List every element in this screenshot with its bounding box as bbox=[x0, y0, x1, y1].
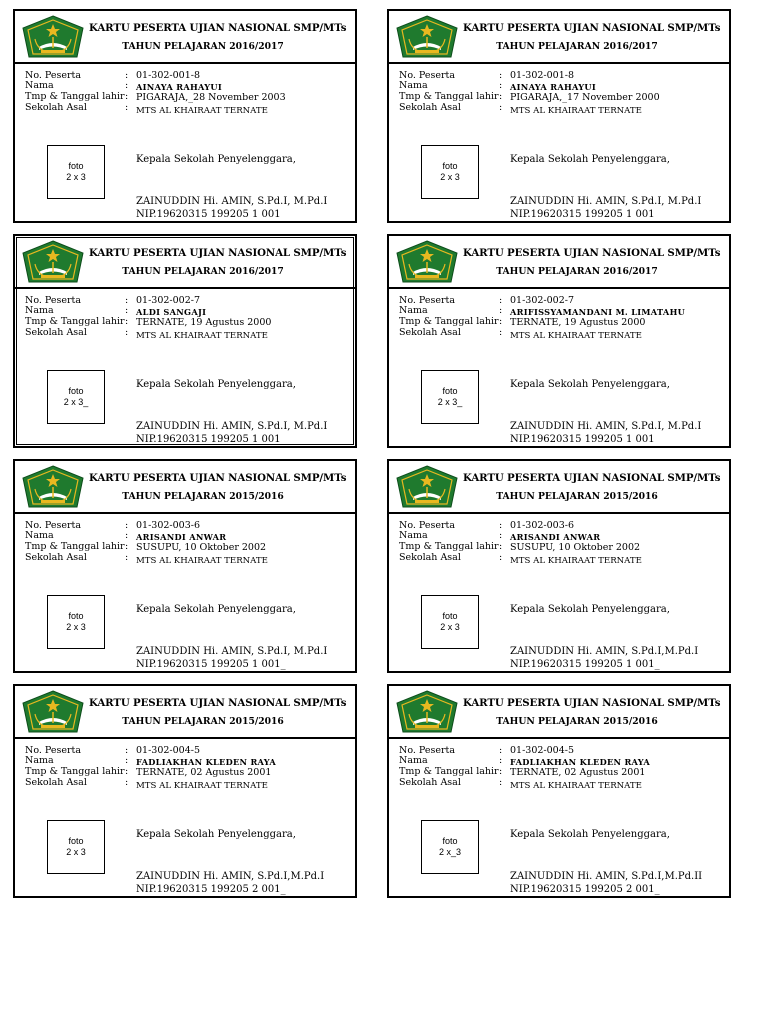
kemenag-logo-icon bbox=[21, 465, 85, 509]
label-sekolah: Sekolah Asal bbox=[25, 777, 87, 788]
value-nama: ALDI SANGAJI bbox=[136, 307, 207, 317]
value-no-peserta: 01-302-001-8 bbox=[510, 70, 575, 81]
kemenag-logo-icon bbox=[395, 690, 459, 734]
headmaster-nip: NIP.19620315 199205 1 001 bbox=[510, 209, 655, 220]
label-sekolah: Sekolah Asal bbox=[25, 327, 87, 338]
colon: : bbox=[125, 552, 129, 563]
kemenag-logo-icon bbox=[21, 240, 85, 284]
kemenag-logo-icon bbox=[395, 465, 459, 509]
headmaster-caption: Kepala Sekolah Penyelenggara, bbox=[136, 604, 296, 615]
header-divider bbox=[389, 737, 729, 739]
headmaster-name: ZAINUDDIN Hi. AMIN, S.Pd.I, M.Pd.I bbox=[136, 421, 328, 432]
value-no-peserta: 01-302-002-7 bbox=[510, 295, 575, 306]
headmaster-caption: Kepala Sekolah Penyelenggara, bbox=[136, 379, 296, 390]
exam-card bbox=[387, 459, 731, 673]
value-nama: ARISANDI ANWAR bbox=[136, 532, 227, 542]
colon: : bbox=[499, 766, 503, 777]
label-ttl: Tmp & Tanggal lahir bbox=[25, 541, 125, 552]
colon: : bbox=[125, 70, 129, 81]
header-divider bbox=[15, 62, 355, 64]
colon: : bbox=[499, 305, 503, 316]
colon: : bbox=[125, 541, 129, 552]
photo-box bbox=[421, 820, 479, 874]
value-no-peserta: 01-302-003-6 bbox=[136, 520, 201, 531]
value-ttl: TERNATE, 02 Agustus 2001 bbox=[510, 767, 646, 778]
label-nama: Nama bbox=[399, 305, 428, 316]
label-no-peserta: No. Peserta bbox=[25, 295, 82, 306]
colon: : bbox=[499, 552, 503, 563]
photo-box bbox=[421, 595, 479, 649]
kemenag-logo-icon bbox=[395, 15, 459, 59]
colon: : bbox=[125, 295, 129, 306]
colon: : bbox=[125, 327, 129, 338]
academic-year: TAHUN PELAJARAN 2015/2016 bbox=[496, 716, 658, 727]
label-no-peserta: No. Peserta bbox=[25, 745, 82, 756]
academic-year: TAHUN PELAJARAN 2015/2016 bbox=[122, 716, 284, 727]
header-divider bbox=[15, 737, 355, 739]
colon: : bbox=[499, 755, 503, 766]
colon: : bbox=[125, 777, 129, 788]
photo-label: foto bbox=[68, 386, 84, 396]
value-ttl: TERNATE, 19 Agustus 2000 bbox=[510, 317, 646, 328]
photo-label: foto bbox=[68, 611, 84, 621]
photo-size: 2 x 3_ bbox=[63, 397, 89, 407]
label-ttl: Tmp & Tanggal lahir bbox=[399, 91, 499, 102]
card-title: KARTU PESERTA UJIAN NASIONAL SMP/MTs bbox=[89, 247, 347, 259]
exam-card bbox=[387, 9, 731, 223]
exam-card bbox=[13, 684, 357, 898]
photo-box bbox=[421, 370, 479, 424]
colon: : bbox=[499, 102, 503, 113]
photo-label: foto bbox=[442, 611, 458, 621]
colon: : bbox=[125, 520, 129, 531]
exam-card bbox=[13, 234, 357, 448]
label-sekolah: Sekolah Asal bbox=[399, 102, 461, 113]
headmaster-caption: Kepala Sekolah Penyelenggara, bbox=[136, 154, 296, 165]
headmaster-nip: NIP.19620315 199205 2 001_ bbox=[510, 884, 660, 895]
headmaster-caption: Kepala Sekolah Penyelenggara, bbox=[510, 154, 670, 165]
photo-size: 2 x_3 bbox=[438, 847, 462, 857]
academic-year: TAHUN PELAJARAN 2015/2016 bbox=[122, 491, 284, 502]
headmaster-caption: Kepala Sekolah Penyelenggara, bbox=[510, 829, 670, 840]
header-divider bbox=[389, 62, 729, 64]
label-nama: Nama bbox=[25, 530, 54, 541]
photo-size: 2 x 3 bbox=[66, 172, 86, 182]
label-sekolah: Sekolah Asal bbox=[399, 327, 461, 338]
value-ttl: PIGARAJA,_17 November 2000 bbox=[510, 92, 660, 103]
headmaster-name: ZAINUDDIN Hi. AMIN, S.Pd.I, M.Pd.I bbox=[510, 421, 702, 432]
value-nama: FADLIAKHAN KLEDEN RAYA bbox=[136, 757, 277, 767]
header-divider bbox=[15, 512, 355, 514]
photo-label: foto bbox=[442, 161, 458, 171]
photo-label: foto bbox=[68, 161, 84, 171]
value-no-peserta: 01-302-004-5 bbox=[136, 745, 201, 756]
card-title: KARTU PESERTA UJIAN NASIONAL SMP/MTs bbox=[89, 472, 347, 484]
value-no-peserta: 01-302-001-8 bbox=[136, 70, 201, 81]
headmaster-name: ZAINUDDIN Hi. AMIN, S.Pd.I, M.Pd.I bbox=[510, 196, 702, 207]
value-nama: FADLIAKHAN KLEDEN RAYA bbox=[510, 757, 651, 767]
label-nama: Nama bbox=[25, 755, 54, 766]
photo-size: 2 x 3 bbox=[66, 622, 86, 632]
value-sekolah: MTS AL KHAIRAAT TERNATE bbox=[136, 331, 268, 341]
academic-year: TAHUN PELAJARAN 2016/2017 bbox=[496, 266, 658, 277]
label-sekolah: Sekolah Asal bbox=[399, 777, 461, 788]
value-ttl: SUSUPU, 10 Oktober 2002 bbox=[510, 542, 641, 553]
headmaster-name: ZAINUDDIN Hi. AMIN, S.Pd.I, M.Pd.I bbox=[136, 196, 328, 207]
label-sekolah: Sekolah Asal bbox=[25, 552, 87, 563]
academic-year: TAHUN PELAJARAN 2016/2017 bbox=[122, 266, 284, 277]
colon: : bbox=[125, 91, 129, 102]
photo-size: 2 x 3_ bbox=[437, 397, 463, 407]
headmaster-name: ZAINUDDIN Hi. AMIN, S.Pd.I,M.Pd.I bbox=[136, 871, 325, 882]
value-sekolah: MTS AL KHAIRAAT TERNATE bbox=[510, 106, 642, 116]
exam-card bbox=[387, 234, 731, 448]
value-no-peserta: 01-302-002-7 bbox=[136, 295, 201, 306]
colon: : bbox=[499, 777, 503, 788]
header-divider bbox=[15, 287, 355, 289]
label-nama: Nama bbox=[399, 530, 428, 541]
label-no-peserta: No. Peserta bbox=[25, 70, 82, 81]
card-title: KARTU PESERTA UJIAN NASIONAL SMP/MTs bbox=[89, 22, 347, 34]
photo-box bbox=[47, 820, 105, 874]
headmaster-nip: NIP.19620315 199205 1 001 bbox=[136, 434, 281, 445]
label-no-peserta: No. Peserta bbox=[399, 520, 456, 531]
value-ttl: TERNATE, 02 Agustus 2001 bbox=[136, 767, 272, 778]
colon: : bbox=[499, 80, 503, 91]
colon: : bbox=[125, 766, 129, 777]
value-sekolah: MTS AL KHAIRAAT TERNATE bbox=[510, 331, 642, 341]
photo-size: 2 x 3 bbox=[440, 172, 460, 182]
value-ttl: TERNATE, 19 Agustus 2000 bbox=[136, 317, 272, 328]
label-sekolah: Sekolah Asal bbox=[25, 102, 87, 113]
value-sekolah: MTS AL KHAIRAAT TERNATE bbox=[136, 556, 268, 566]
label-ttl: Tmp & Tanggal lahir bbox=[399, 541, 499, 552]
label-ttl: Tmp & Tanggal lahir bbox=[399, 766, 499, 777]
value-nama: ARIFISSYAMANDANI M. LIMATAHU bbox=[510, 307, 686, 317]
colon: : bbox=[499, 541, 503, 552]
value-sekolah: MTS AL KHAIRAAT TERNATE bbox=[136, 781, 268, 791]
colon: : bbox=[499, 316, 503, 327]
headmaster-caption: Kepala Sekolah Penyelenggara, bbox=[510, 379, 670, 390]
exam-card bbox=[13, 9, 357, 223]
card-title: KARTU PESERTA UJIAN NASIONAL SMP/MTs bbox=[89, 697, 347, 709]
label-nama: Nama bbox=[25, 80, 54, 91]
colon: : bbox=[499, 91, 503, 102]
exam-card bbox=[387, 684, 731, 898]
colon: : bbox=[125, 745, 129, 756]
kemenag-logo-icon bbox=[21, 15, 85, 59]
academic-year: TAHUN PELAJARAN 2016/2017 bbox=[122, 41, 284, 52]
kemenag-logo-icon bbox=[21, 690, 85, 734]
headmaster-nip: NIP.19620315 199205 2 001_ bbox=[136, 884, 286, 895]
academic-year: TAHUN PELAJARAN 2016/2017 bbox=[496, 41, 658, 52]
label-no-peserta: No. Peserta bbox=[399, 745, 456, 756]
label-ttl: Tmp & Tanggal lahir bbox=[25, 316, 125, 327]
headmaster-nip: NIP.19620315 199205 1 001_ bbox=[136, 659, 286, 670]
colon: : bbox=[125, 102, 129, 113]
headmaster-nip: NIP.19620315 199205 1 001 bbox=[136, 209, 281, 220]
photo-box bbox=[47, 370, 105, 424]
headmaster-nip: NIP.19620315 199205 1 001 bbox=[510, 434, 655, 445]
photo-label: foto bbox=[442, 836, 458, 846]
colon: : bbox=[499, 745, 503, 756]
academic-year: TAHUN PELAJARAN 2015/2016 bbox=[496, 491, 658, 502]
header-divider bbox=[389, 287, 729, 289]
headmaster-name: ZAINUDDIN Hi. AMIN, S.Pd.I, M.Pd.I bbox=[136, 646, 328, 657]
label-no-peserta: No. Peserta bbox=[25, 520, 82, 531]
label-ttl: Tmp & Tanggal lahir bbox=[25, 91, 125, 102]
colon: : bbox=[499, 530, 503, 541]
headmaster-caption: Kepala Sekolah Penyelenggara, bbox=[136, 829, 296, 840]
card-title: KARTU PESERTA UJIAN NASIONAL SMP/MTs bbox=[463, 22, 721, 34]
colon: : bbox=[125, 755, 129, 766]
card-title: KARTU PESERTA UJIAN NASIONAL SMP/MTs bbox=[463, 697, 721, 709]
value-ttl: SUSUPU, 10 Oktober 2002 bbox=[136, 542, 267, 553]
photo-size: 2 x 3 bbox=[66, 847, 86, 857]
photo-box bbox=[421, 145, 479, 199]
value-sekolah: MTS AL KHAIRAAT TERNATE bbox=[136, 106, 268, 116]
label-ttl: Tmp & Tanggal lahir bbox=[399, 316, 499, 327]
value-nama: ARISANDI ANWAR bbox=[510, 532, 601, 542]
card-title: KARTU PESERTA UJIAN NASIONAL SMP/MTs bbox=[463, 472, 721, 484]
headmaster-name: ZAINUDDIN Hi. AMIN, S.Pd.I,M.Pd.I bbox=[510, 646, 699, 657]
photo-box bbox=[47, 595, 105, 649]
colon: : bbox=[499, 295, 503, 306]
value-ttl: PIGARAJA,_28 November 2003 bbox=[136, 92, 286, 103]
colon: : bbox=[499, 70, 503, 81]
photo-label: foto bbox=[442, 386, 458, 396]
label-no-peserta: No. Peserta bbox=[399, 295, 456, 306]
colon: : bbox=[499, 327, 503, 338]
headmaster-name: ZAINUDDIN Hi. AMIN, S.Pd.I,M.Pd.II bbox=[510, 871, 703, 882]
photo-size: 2 x 3 bbox=[440, 622, 460, 632]
label-sekolah: Sekolah Asal bbox=[399, 552, 461, 563]
value-sekolah: MTS AL KHAIRAAT TERNATE bbox=[510, 781, 642, 791]
value-nama: AINAYA RAHAYUI bbox=[510, 82, 596, 92]
exam-card bbox=[13, 459, 357, 673]
photo-box bbox=[47, 145, 105, 199]
value-no-peserta: 01-302-004-5 bbox=[510, 745, 575, 756]
photo-label: foto bbox=[68, 836, 84, 846]
colon: : bbox=[125, 316, 129, 327]
card-title: KARTU PESERTA UJIAN NASIONAL SMP/MTs bbox=[463, 247, 721, 259]
label-no-peserta: No. Peserta bbox=[399, 70, 456, 81]
colon: : bbox=[125, 305, 129, 316]
label-ttl: Tmp & Tanggal lahir bbox=[25, 766, 125, 777]
value-sekolah: MTS AL KHAIRAAT TERNATE bbox=[510, 556, 642, 566]
label-nama: Nama bbox=[399, 80, 428, 91]
colon: : bbox=[125, 80, 129, 91]
value-no-peserta: 01-302-003-6 bbox=[510, 520, 575, 531]
headmaster-caption: Kepala Sekolah Penyelenggara, bbox=[510, 604, 670, 615]
label-nama: Nama bbox=[25, 305, 54, 316]
headmaster-nip: NIP.19620315 199205 1 001_ bbox=[510, 659, 660, 670]
kemenag-logo-icon bbox=[395, 240, 459, 284]
value-nama: AINAYA RAHAYUI bbox=[136, 82, 222, 92]
colon: : bbox=[125, 530, 129, 541]
label-nama: Nama bbox=[399, 755, 428, 766]
colon: : bbox=[499, 520, 503, 531]
header-divider bbox=[389, 512, 729, 514]
